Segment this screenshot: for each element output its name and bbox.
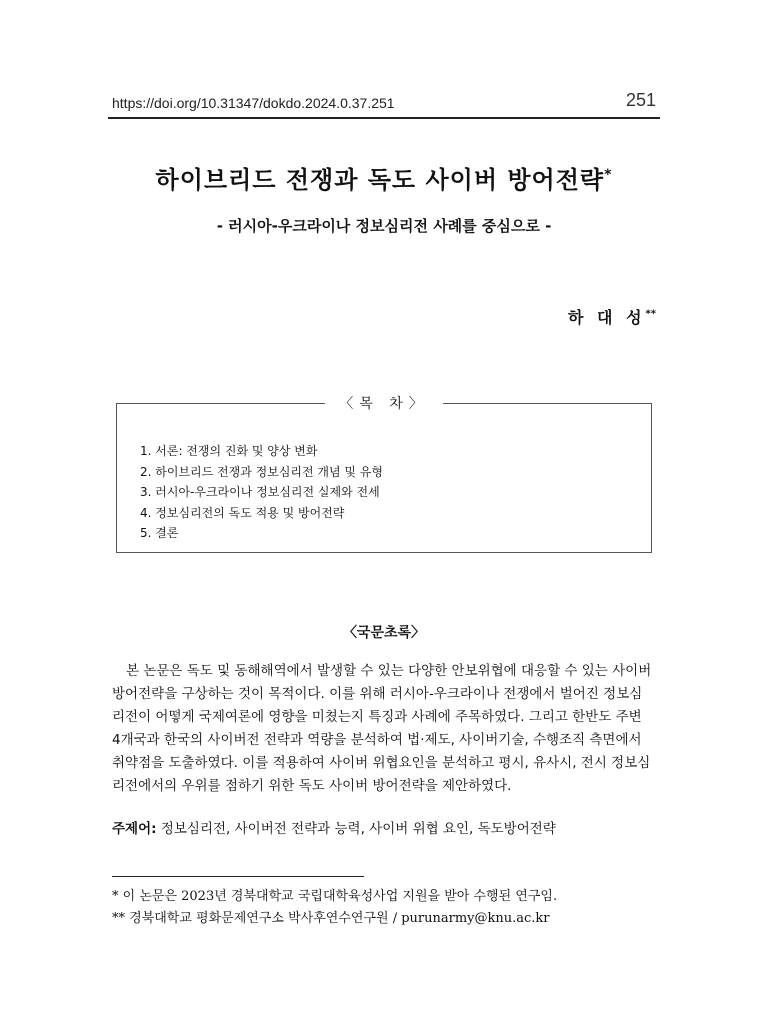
keywords-label: 주제어: — [112, 821, 157, 837]
abstract-line: 4개국과 한국의 사이버전 전략과 역량을 분석하여 법·제도, 사이버기술, 수행조직 측면에서 — [112, 732, 642, 748]
abstract-line: 취약점을 도출하였다. 이를 적용하여 사이버 위협요인을 분석하고 평시, 유사시, 전시 정보심 — [112, 755, 651, 771]
paper-title-text: 하이브리드 전쟁과 독도 사이버 방어전략 — [155, 166, 605, 194]
abstract-body — [112, 660, 658, 798]
keywords — [112, 817, 556, 837]
abstract-line: 리전에서의 우위를 점하기 위한 독도 사이버 방어전략을 제안하였다. — [112, 778, 512, 794]
abstract-line: 본 논문은 독도 및 동해해역에서 발생할 수 있는 다양한 안보위협에 대응할 수 있는 사이버 — [126, 663, 652, 679]
author-name: 하 대 성 — [568, 308, 646, 327]
abstract-line: 리전이 어떻게 국제여론에 영향을 미쳤는지 특징과 사례에 주목하였다. 그리고 한반도 주변 — [112, 709, 642, 725]
footnote-funding: * 이 논문은 2023년 경북대학교 국립대학육성사업 지원을 받아 수행된 연구임. — [112, 889, 558, 904]
author-footnote-mark: ** — [645, 308, 656, 320]
paper-title — [0, 160, 768, 195]
toc-heading-text: 〈목 차〉 — [325, 396, 443, 412]
title-footnote-mark: * — [604, 167, 613, 183]
paper-subtitle: - 러시아-우크라이나 정보심리전 사례를 중심으로 - — [216, 217, 552, 235]
keywords-text: 정보심리전, 사이버전 전략과 능력, 사이버 위협 요인, 독도방어전략 — [160, 821, 556, 837]
toc-item: 3. 러시아-우크라이나 정보심리전 실제와 전세 — [140, 485, 380, 499]
footnote-divider — [112, 876, 364, 877]
toc-item: 2. 하이브리드 전쟁과 정보심리전 개념 및 유형 — [140, 464, 383, 479]
toc-item: 1. 서론: 전쟁의 진화 및 양상 변화 — [140, 444, 318, 458]
footnotes — [112, 886, 557, 930]
page-number: 251 — [625, 90, 656, 110]
header-divider — [108, 117, 660, 119]
doi-link[interactable]: https://doi.org/10.31347/dokdo.2024.0.37.251 — [112, 95, 395, 111]
toc-list — [140, 441, 383, 544]
toc-item: 4. 정보심리전의 독도 적용 및 방어전략 — [140, 505, 345, 520]
toc-heading — [0, 393, 768, 413]
footnote-author: ** 경북대학교 평화문제연구소 박사후연수연구원 / purunarmy@knu.ac.kr — [112, 911, 550, 926]
author — [568, 305, 656, 328]
abstract-heading: 〈국문초록〉 — [342, 625, 426, 641]
toc-item: 5. 결론 — [140, 526, 179, 540]
abstract-line: 방어전략을 구상하는 것이 목적이다. 이를 위해 러시아-우크라이나 전쟁에서 벌어진 정보심 — [112, 686, 643, 702]
